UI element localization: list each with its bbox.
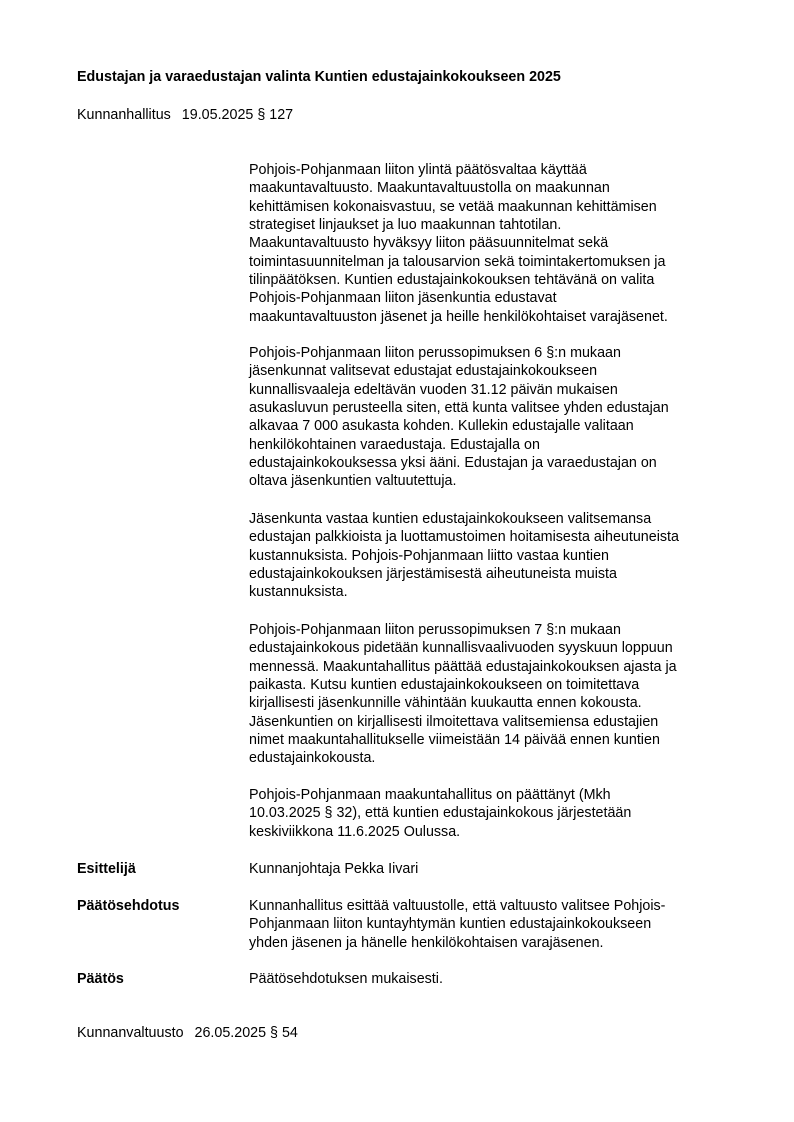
paragraph-1	[249, 161, 739, 326]
text-line: edustajainkokousta.	[249, 750, 376, 767]
paragraph-4	[249, 621, 739, 768]
text-line: tilinpäätöksen. Kuntien edustajainkokouksen tehtävänä on valita	[249, 272, 655, 289]
text-line: kehittämisen kokonaisvastuu, se vetää maakunnan kehittämisen	[249, 198, 657, 215]
text-line: kustannuksista. Pohjois-Pohjanmaan liitto vastaa kuntien	[249, 547, 610, 564]
text-line: keskiviikkona 11.6.2025 Oulussa.	[249, 823, 461, 840]
text-line: Maakuntavaltuusto hyväksyy liiton pääsuunnitelmat sekä	[249, 235, 609, 252]
meeting-body-name: Kunnanhallitus	[77, 107, 171, 123]
text-line: edustajainkokous pidetään kunnallisvaalivuoden syyskuun loppuun	[249, 640, 673, 657]
text-line: edustajainkokouksen järjestämisestä aiheutuneista muista	[249, 566, 617, 583]
text-line: asukasluvun perusteella siten, että kunta valitsee yhden edustajan	[249, 400, 669, 417]
text-line: 10.03.2025 § 32), että kuntien edustajainkokous järjestetään	[249, 805, 632, 822]
proposal-label: Päätösehdotus	[77, 898, 180, 914]
meeting-section-ref: 26.05.2025 § 54	[194, 1025, 298, 1041]
text-line: Päätösehdotuksen mukaisesti.	[249, 971, 443, 987]
text-line: edustajan palkkioista ja luottamustoimen hoitamisesta aiheutuneista	[249, 529, 679, 546]
meeting-body-name: Kunnanvaltuusto	[77, 1025, 184, 1041]
text-line: edustajainkokouksessa yksi ääni. Edustajan ja varaedustajan on	[249, 455, 657, 472]
presenter-value	[249, 860, 739, 878]
text-line: maakuntavaltuuston jäsenet ja heille henkilökohtaiset varajäsenet.	[249, 308, 668, 325]
paragraph-3	[249, 510, 739, 602]
text-line: yhden jäsenen ja hänelle henkilökohtaisen varajäsenen.	[249, 934, 604, 951]
text-line: mennessä. Maakuntahallitus päättää edustajainkokouksen ajasta ja	[249, 658, 677, 675]
presenter-label: Esittelijä	[77, 861, 136, 877]
meeting-reference-council	[77, 1024, 298, 1042]
text-line: Pohjois-Pohjanmaan liiton perussopimuksen 7 §:n mukaan	[249, 622, 621, 638]
meeting-section-ref: 19.05.2025 § 127	[181, 107, 294, 123]
text-line: Kunnanjohtaja Pekka Iivari	[249, 861, 419, 877]
paragraph-2	[249, 344, 739, 491]
text-line: jäsenkunnat valitsevat edustajat edustajainkokoukseen	[249, 363, 598, 380]
paragraph-5	[249, 786, 739, 841]
text-line: kirjallisesti jäsenkunnille vähintään kuukautta ennen kokousta.	[249, 695, 642, 712]
text-line: Pohjois-Pohjanmaan maakuntahallitus on päättänyt (Mkh	[249, 787, 611, 803]
text-line: Jäsenkunta vastaa kuntien edustajainkokoukseen valitsemansa	[249, 511, 652, 527]
text-line: toimintasuunnitelman ja talousarvion sekä toimintakertomuksen ja	[249, 253, 666, 270]
text-line: Jäsenkuntien on kirjallisesti ilmoitettava valitsemiensa edustajien	[249, 713, 659, 730]
decision-value	[249, 970, 739, 988]
proposal-value	[249, 897, 739, 952]
text-line: kunnallisvaaleja edeltävän vuoden 31.12 päivän mukaisen	[249, 381, 618, 398]
text-line: kustannuksista.	[249, 584, 348, 601]
text-line: henkilökohtainen varaedustaja. Edustajalla on	[249, 436, 540, 453]
text-line: Pohjois-Pohjanmaan liiton jäsenkuntia edustavat	[249, 290, 557, 307]
text-line: nimet maakuntahallitukselle viimeistään 14 päivää ennen kuntien	[249, 732, 660, 749]
text-line: paikasta. Kutsu kuntien edustajainkokoukseen on toimitettava	[249, 677, 640, 694]
text-line: Kunnanhallitus esittää valtuustolle, että valtuusto valitsee Pohjois-	[249, 898, 666, 914]
text-line: alkavaa 7 000 asukasta kohden. Kullekin edustajalle valitaan	[249, 418, 634, 435]
decision-label: Päätös	[77, 971, 124, 987]
text-line: Pohjanmaan liiton kuntayhtymän kuntien edustajainkokoukseen	[249, 916, 652, 933]
text-line: Pohjois-Pohjanmaan liiton ylintä päätösvaltaa käyttää	[249, 162, 587, 178]
text-line: oltava jäsenkuntien valtuutettuja.	[249, 473, 457, 490]
text-line: maakuntavaltuusto. Maakuntavaltuustolla on maakunnan	[249, 180, 610, 197]
meeting-reference-board	[77, 106, 293, 124]
text-line: strategiset linjaukset ja luo maakunnan tahtotilan.	[249, 217, 562, 234]
text-line: Pohjois-Pohjanmaan liiton perussopimuksen 6 §:n mukaan	[249, 345, 621, 361]
page-title: Edustajan ja varaedustajan valinta Kuntien edustajainkokoukseen 2025	[77, 69, 561, 85]
